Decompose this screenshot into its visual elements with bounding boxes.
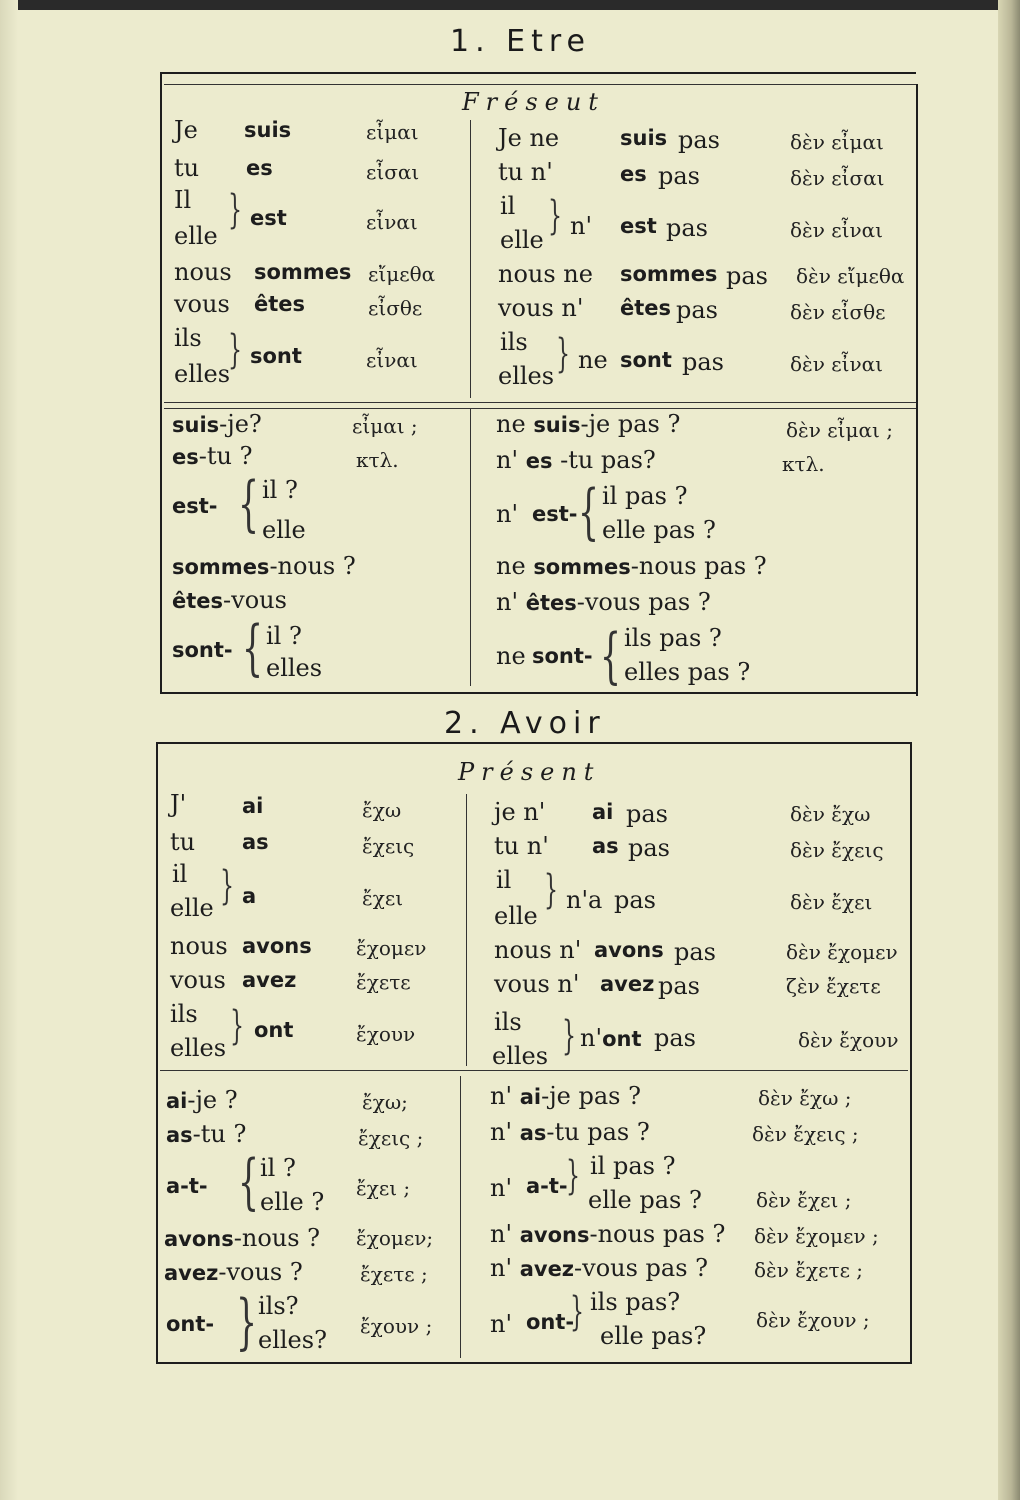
pronoun: elles xyxy=(174,360,231,388)
verb-form: avez xyxy=(600,972,655,996)
verb-form: sommes xyxy=(620,262,718,286)
negation-pas: pas xyxy=(658,972,700,1000)
negation-particle: ne xyxy=(578,346,608,374)
brace-glyph: } xyxy=(562,1013,576,1059)
pronoun: elles xyxy=(266,654,323,682)
brace-glyph: } xyxy=(570,1289,584,1335)
pronoun: elles xyxy=(492,1042,549,1070)
negation-particle: n' xyxy=(490,1310,513,1338)
pronoun: vous n' xyxy=(498,294,584,322)
greek-translation: δὲν ἔχω ; xyxy=(758,1086,852,1110)
pronoun: tu n' xyxy=(498,158,553,186)
greek-translation: δὲν εἶσθε xyxy=(790,300,886,324)
verb-form: a xyxy=(242,884,257,908)
brace-glyph: } xyxy=(230,1003,244,1049)
table-avoir-column-divider-lower xyxy=(460,1076,461,1358)
brace-glyph: { xyxy=(578,477,600,547)
pronoun: je n' xyxy=(494,798,546,826)
verb-form: ont xyxy=(254,1018,294,1042)
verb-form: est xyxy=(620,214,657,238)
verb-form: ont- xyxy=(526,1310,575,1334)
greek-translation: δὲν ἔχεις xyxy=(790,838,884,862)
pronoun: il ? xyxy=(266,622,302,650)
verb-form: avons xyxy=(594,938,664,962)
verb-form: avez xyxy=(242,968,297,992)
negation-particle: n' xyxy=(496,500,519,528)
verb-form: es xyxy=(246,156,273,180)
brace-glyph: } xyxy=(220,863,234,909)
greek-translation: εἶσθε xyxy=(368,296,423,320)
pronoun: J' xyxy=(170,790,187,818)
negation-particle: n'a xyxy=(566,886,603,914)
negation-particle: n' xyxy=(570,212,593,240)
page-top-edge xyxy=(0,0,1020,10)
greek-translation: ἔχεις ; xyxy=(358,1126,424,1150)
question-row: n' es -tu pas? xyxy=(496,446,656,474)
section-title-etre: 1. Etre xyxy=(450,24,592,59)
question-row: suis-je? xyxy=(172,410,262,438)
greek-translation: δὲν εἶναι xyxy=(790,352,883,376)
pronoun-phrase: elle pas ? xyxy=(588,1186,702,1214)
question-row: avez-vous ? xyxy=(164,1258,303,1286)
brace-glyph: { xyxy=(238,469,260,539)
pronoun: elle xyxy=(262,516,306,544)
pronoun: il ? xyxy=(260,1154,296,1182)
pronoun: tu xyxy=(174,154,200,182)
greek-translation: δὲν ἔχουν xyxy=(798,1028,899,1052)
pronoun: elle xyxy=(494,902,538,930)
negation-pas: pas xyxy=(666,214,708,242)
pronoun-phrase: ils pas? xyxy=(590,1288,681,1316)
verb-form: ont- xyxy=(166,1312,215,1336)
brace-glyph: { xyxy=(242,613,264,683)
greek-translation: δὲν εἶμαι ; xyxy=(786,418,893,442)
pronoun: il ? xyxy=(262,476,298,504)
negation-pas: pas xyxy=(682,348,724,376)
pronoun: elles? xyxy=(258,1326,327,1354)
verb-form: est xyxy=(250,206,287,230)
pronoun: il xyxy=(496,866,512,894)
question-row: sommes-nous ? xyxy=(172,552,356,580)
pronoun: nous xyxy=(174,258,232,286)
negation-particle: n' xyxy=(490,1174,513,1202)
table-etre-column-divider xyxy=(470,120,471,398)
greek-translation: εἶναι xyxy=(366,210,418,234)
greek-translation: ἔχω; xyxy=(362,1090,408,1114)
pronoun: Je xyxy=(174,116,198,144)
table-avoir-column-divider xyxy=(466,794,467,1066)
question-row: es-tu ? xyxy=(172,442,253,470)
brace-glyph: { xyxy=(238,1147,260,1217)
verb-form: sont- xyxy=(172,638,233,662)
greek-translation: ἔχομεν xyxy=(356,936,427,960)
negation-pas: pas xyxy=(678,126,720,154)
negation-particle: n'ont xyxy=(580,1024,642,1052)
negation-pas: pas xyxy=(674,938,716,966)
pronoun-phrase: il pas ? xyxy=(602,482,688,510)
greek-translation: δὲν ἔχει ; xyxy=(756,1188,852,1212)
greek-translation: κτλ. xyxy=(356,448,399,472)
pronoun-phrase: elle pas? xyxy=(600,1322,707,1350)
question-row: n' as-tu pas ? xyxy=(490,1118,650,1146)
greek-translation: δὲν ἔχω xyxy=(790,802,871,826)
greek-translation: ἔχετε xyxy=(356,970,411,994)
negation-particle: ne xyxy=(496,642,526,670)
verb-form: sont- xyxy=(532,644,593,668)
verb-form: a-t- xyxy=(166,1174,208,1198)
greek-translation: δὲν ἔχεις ; xyxy=(752,1122,859,1146)
pronoun: Il xyxy=(174,186,192,214)
pronoun: ils xyxy=(494,1008,522,1036)
verb-form: êtes xyxy=(254,292,306,316)
brace-glyph: } xyxy=(548,193,562,239)
pronoun: elle ? xyxy=(260,1188,325,1216)
brace-glyph: } xyxy=(556,331,570,377)
table-etre-row-divider xyxy=(164,402,916,403)
pronoun: ils? xyxy=(258,1292,299,1320)
greek-translation: ἔχουν ; xyxy=(360,1314,433,1338)
greek-translation: δὲν ἔχετε ; xyxy=(754,1258,864,1282)
pronoun: elle xyxy=(170,894,214,922)
pronoun: tu xyxy=(170,828,196,856)
verb-form: est- xyxy=(532,502,578,526)
verb-form: sont xyxy=(620,348,672,372)
greek-translation: δὲν ἔχομεν xyxy=(786,940,898,964)
table-etre-column-divider-lower xyxy=(470,408,471,686)
brace-glyph: } xyxy=(544,867,558,913)
pronoun-phrase: il pas ? xyxy=(590,1152,676,1180)
negation-pas: pas xyxy=(676,296,718,324)
verb-form: as xyxy=(242,830,269,854)
verb-form: es xyxy=(620,162,647,186)
greek-translation: εἶσαι xyxy=(366,160,420,184)
pronoun-phrase: ils pas ? xyxy=(624,624,722,652)
greek-translation: ἔχετε ; xyxy=(360,1262,428,1286)
greek-translation: εἶμαι xyxy=(366,120,419,144)
greek-translation: ἔχουν xyxy=(356,1022,416,1046)
section-title-avoir: 2. Avoir xyxy=(444,706,606,741)
pronoun: elle xyxy=(500,226,544,254)
verb-form: avons xyxy=(242,934,312,958)
greek-translation: εἶναι xyxy=(366,348,418,372)
question-row: n' avez-vous pas ? xyxy=(490,1254,709,1282)
pronoun: nous ne xyxy=(498,260,593,288)
brace-glyph: } xyxy=(236,1287,258,1357)
pronoun: il xyxy=(500,192,516,220)
greek-translation: ἔχεις xyxy=(362,834,415,858)
negation-pas: pas xyxy=(658,162,700,190)
verb-form: suis xyxy=(620,126,668,150)
verb-form: êtes xyxy=(620,296,672,320)
greek-translation: ἔχομεν; xyxy=(356,1226,434,1250)
verb-form: ai xyxy=(242,794,264,818)
question-row: êtes-vous xyxy=(172,586,287,614)
pronoun: nous xyxy=(170,932,228,960)
pronoun: vous xyxy=(170,966,226,994)
greek-translation: δὲν εἴμεθα xyxy=(796,264,905,288)
question-row: ne suis-je pas ? xyxy=(496,410,681,438)
greek-translation: δὲν εἶναι xyxy=(790,218,883,242)
pronoun-phrase: elle pas ? xyxy=(602,516,716,544)
verb-form: sommes xyxy=(254,260,352,284)
brace-glyph: } xyxy=(566,1153,580,1199)
verb-form: sont xyxy=(250,344,302,368)
question-row: ai-je ? xyxy=(166,1086,238,1114)
negation-pas: pas xyxy=(654,1024,696,1052)
tense-label-etre: Fréseut xyxy=(462,88,605,116)
page-right-edge xyxy=(998,0,1020,1500)
table-avoir-row-divider xyxy=(160,1070,908,1071)
tense-label-avoir: Présent xyxy=(458,758,601,786)
brace-glyph: { xyxy=(600,621,622,691)
question-row: n' avons-nous pas ? xyxy=(490,1220,726,1248)
pronoun: ils xyxy=(500,328,528,356)
verb-form: suis xyxy=(244,118,292,142)
question-row: n' êtes-vous pas ? xyxy=(496,588,711,616)
pronoun: tu n' xyxy=(494,832,549,860)
greek-translation: δὲν εἶσαι xyxy=(790,166,885,190)
question-row: ne sommes-nous pas ? xyxy=(496,552,767,580)
greek-translation: ζὲν ἔχετε xyxy=(786,974,881,998)
negation-pas: pas xyxy=(626,800,668,828)
question-row: avons-nous ? xyxy=(164,1224,321,1252)
pronoun: elle xyxy=(174,222,218,250)
negation-pas: pas xyxy=(628,834,670,862)
greek-translation: ἔχει xyxy=(362,886,404,910)
brace-glyph: } xyxy=(228,327,242,373)
question-row: n' ai-je pas ? xyxy=(490,1082,641,1110)
greek-translation: δὲν ἔχουν ; xyxy=(756,1308,870,1332)
greek-translation: δὲν ἔχει xyxy=(790,890,873,914)
pronoun: ils xyxy=(170,1000,198,1028)
greek-translation: κτλ. xyxy=(782,452,825,476)
pronoun: elles xyxy=(498,362,555,390)
verb-form: ai xyxy=(592,800,614,824)
brace-glyph: } xyxy=(228,187,242,233)
pronoun: vous n' xyxy=(494,970,580,998)
verb-form: as xyxy=(592,834,619,858)
table-etre-header-rule xyxy=(164,84,916,85)
greek-translation: ἔχει ; xyxy=(356,1176,411,1200)
pronoun-phrase: elles pas ? xyxy=(624,658,751,686)
pronoun: nous n' xyxy=(494,936,582,964)
verb-form: a-t- xyxy=(526,1174,568,1198)
question-row: as-tu ? xyxy=(166,1120,247,1148)
pronoun: vous xyxy=(174,290,230,318)
negation-pas: pas xyxy=(726,262,768,290)
greek-translation: δὲν ἔχομεν ; xyxy=(754,1224,879,1248)
table-etre-row-divider-2 xyxy=(164,408,916,409)
pronoun: Je ne xyxy=(498,124,560,152)
greek-translation: ἔχω xyxy=(362,798,402,822)
greek-translation: δὲν εἶμαι xyxy=(790,130,884,154)
page-gutter xyxy=(0,0,18,1500)
pronoun: il xyxy=(172,860,188,888)
pronoun: elles xyxy=(170,1034,227,1062)
greek-translation: εἴμεθα xyxy=(368,262,436,286)
verb-form: est- xyxy=(172,494,218,518)
table-etre-right-border xyxy=(916,84,918,696)
negation-pas: pas xyxy=(614,886,656,914)
pronoun: ils xyxy=(174,324,202,352)
greek-translation: εἶμαι ; xyxy=(352,414,418,438)
